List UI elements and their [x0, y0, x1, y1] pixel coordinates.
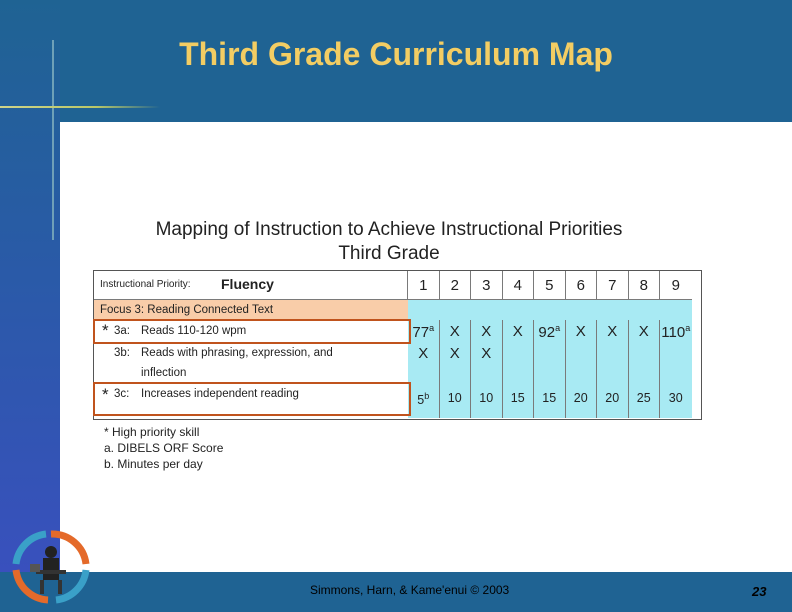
grid-cell — [534, 342, 566, 382]
grid-cell: 92$^a$ — [534, 320, 566, 342]
grid-cell: 10 — [471, 382, 503, 418]
highlight-box-3a — [93, 319, 411, 344]
slide-title: Third Grade Curriculum Map — [179, 36, 613, 72]
column-header: 9 — [660, 271, 692, 300]
decorative-horizontal-line — [0, 106, 160, 108]
grid-cell: X — [566, 320, 598, 342]
grid-cell: 10 — [440, 382, 472, 418]
grid-cell: X — [440, 342, 472, 382]
column-header: 8 — [629, 271, 661, 300]
page-number: 23 — [752, 584, 767, 599]
row-text: Reads 110-120 wpm — [141, 325, 247, 337]
grid-cell — [629, 342, 661, 382]
grid-cell: 110$^a$ — [661, 323, 691, 341]
note-a: a. DIBELS ORF Score — [104, 441, 224, 455]
grid-cell: X — [440, 320, 472, 342]
side-gradient — [0, 0, 60, 612]
grid-cell: X — [471, 320, 503, 342]
grid-cell: 20 — [597, 382, 629, 418]
note-b: b. Minutes per day — [104, 457, 203, 471]
grid-cell: X — [408, 342, 440, 382]
row-text: Increases independent reading — [141, 388, 299, 400]
focus-label: Focus 3: Reading Connected Text — [100, 304, 274, 316]
grid-cell: 77$^a$ — [408, 320, 440, 342]
map-title-line2: Third Grade — [338, 243, 440, 264]
column-header: 4 — [503, 271, 535, 300]
priority-value: Fluency — [221, 276, 274, 292]
column-header: 3 — [471, 271, 503, 300]
focus-row — [94, 300, 408, 320]
priority-header — [94, 271, 408, 300]
note-high-priority: * High priority skill — [104, 425, 200, 439]
grid-cell: 25 — [629, 382, 661, 418]
grid-cell: 15 — [534, 382, 566, 418]
grid-cell: X — [629, 320, 661, 342]
grid-cell: X — [597, 320, 629, 342]
grid-cell — [503, 342, 535, 382]
footer-credit: Simmons, Harn, & Kame'enui © 2003 — [310, 583, 510, 597]
map-title — [134, 218, 644, 266]
grid-cell: 20 — [566, 382, 598, 418]
grid-cell — [660, 342, 692, 382]
column-header: 5 — [534, 271, 566, 300]
highlight-box-3c — [93, 382, 411, 416]
high-priority-star: * — [102, 321, 109, 340]
column-header: 1 — [408, 271, 440, 300]
grid-cell: 30 — [668, 391, 683, 405]
high-priority-star: * — [102, 385, 109, 404]
notes — [104, 424, 223, 472]
row-code: 3a: — [114, 325, 130, 337]
column-header: 2 — [440, 271, 472, 300]
grid-cell — [566, 342, 598, 382]
row-code: 3b: — [114, 347, 130, 359]
column-header: 6 — [566, 271, 598, 300]
grid-cell: 15 — [503, 382, 535, 418]
priority-label: Instructional Priority: — [100, 279, 191, 290]
row-3b-label — [94, 342, 408, 382]
row-code: 3c: — [114, 388, 130, 400]
row-text-cont: inflection — [141, 367, 187, 379]
grid-cell: X — [471, 342, 503, 382]
column-header: 7 — [597, 271, 629, 300]
row-text: Reads with phrasing, expression, and — [141, 347, 333, 359]
map-title-line1: Mapping of Instruction to Achieve Instructional Priorities — [155, 219, 623, 240]
reading-cycle-logo-icon — [6, 524, 96, 608]
grid-cell: 5$^b$ — [408, 382, 440, 418]
grid-cell — [597, 342, 629, 382]
grid-cell: X — [503, 320, 535, 342]
